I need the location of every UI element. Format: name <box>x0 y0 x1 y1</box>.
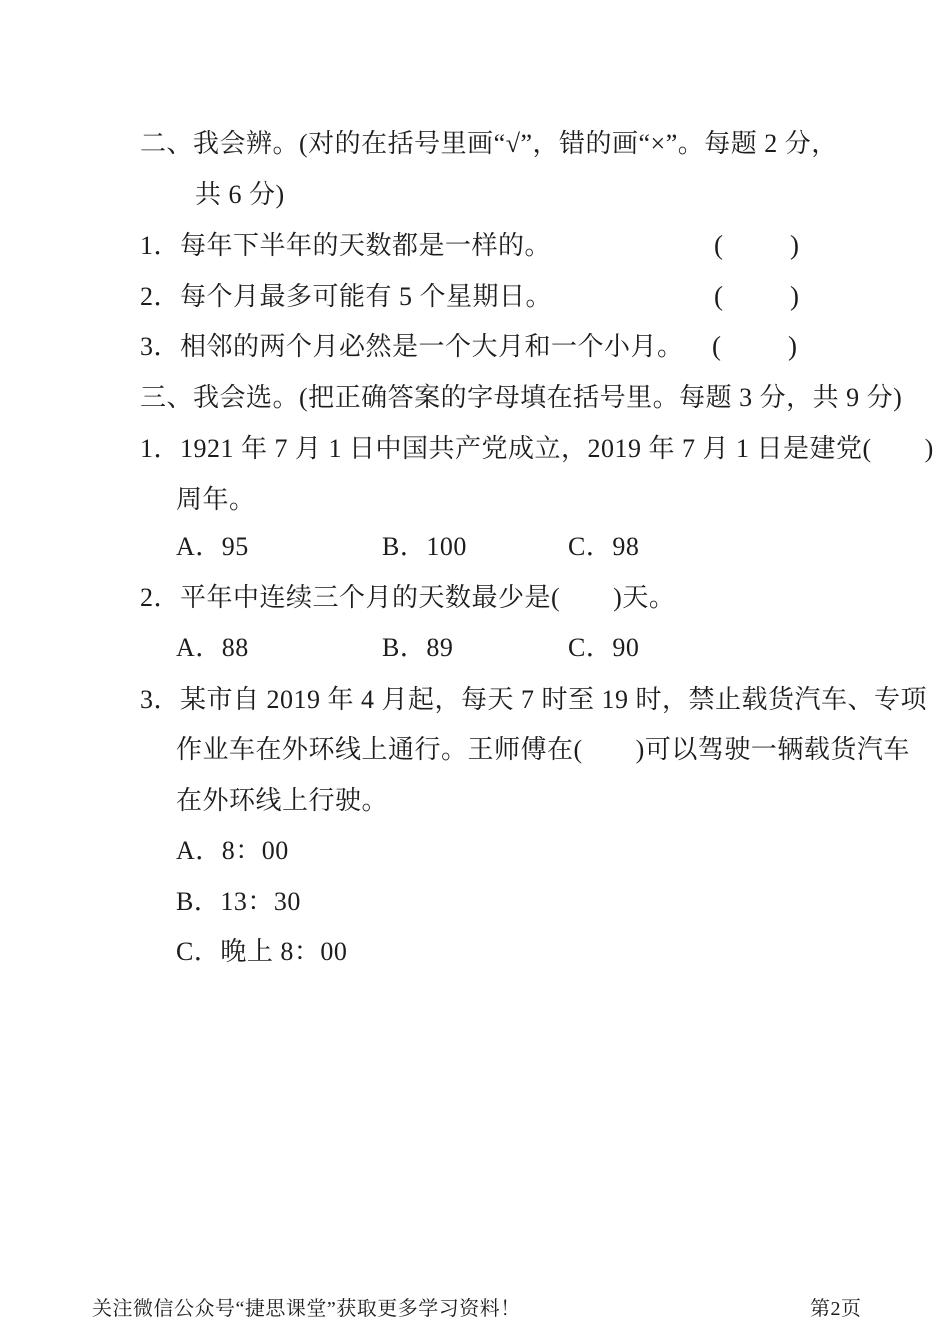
section-judge-heading-line1: 二、我会辨。(对的在括号里画“√”，错的画“×”。每题 2 分， <box>140 129 838 158</box>
choice-question-2-option-c: C．90 <box>568 633 640 662</box>
choice-question-2-line1: 2．平年中连续三个月的天数最少是( )天。 <box>140 583 676 612</box>
choice-question-3-line2: 作业车在外环线上通行。王师傅在( )可以驾驶一辆载货汽车 <box>176 735 910 764</box>
judge-answer-bracket-open-2: ( <box>714 281 723 311</box>
choice-question-3-line1: 3．某市自 2019 年 4 月起，每天 7 时至 19 时，禁止载货汽车、专项 <box>140 685 928 714</box>
footer-promo-text: 关注微信公众号“捷思课堂”获取更多学习资料！ <box>92 1298 521 1320</box>
section-judge-heading-line2: 共 6 分) <box>195 180 285 209</box>
judge-answer-bracket-close-1: ) <box>790 230 799 260</box>
choice-question-1-option-a: A．95 <box>176 532 249 561</box>
choice-question-1-option-c: C．98 <box>568 532 640 561</box>
judge-answer-bracket-open-1: ( <box>714 230 723 260</box>
judge-answer-bracket-close-3: ) <box>788 331 797 361</box>
choice-question-1-line2: 周年。 <box>176 485 256 514</box>
choice-question-3-option-c: C．晚上 8：00 <box>176 937 348 966</box>
choice-question-3-line3: 在外环线上行驶。 <box>176 786 389 815</box>
choice-question-1-option-b: B．100 <box>382 532 467 561</box>
judge-answer-bracket-close-2: ) <box>790 281 799 311</box>
judge-question-1: 1．每年下半年的天数都是一样的。 <box>140 231 552 260</box>
choice-question-3-option-a: A．8：00 <box>176 836 289 865</box>
choice-question-3-option-b: B．13：30 <box>176 887 301 916</box>
judge-question-2: 2．每个月最多可能有 5 个星期日。 <box>140 282 553 311</box>
choice-question-2-option-a: A．88 <box>176 633 249 662</box>
judge-answer-bracket-open-3: ( <box>712 331 721 361</box>
judge-question-3: 3．相邻的两个月必然是一个大月和一个小月。 <box>140 332 684 361</box>
section-choice-heading: 三、我会选。(把正确答案的字母填在括号里。每题 3 分，共 9 分) <box>140 383 903 412</box>
choice-question-1-line1: 1．1921 年 7 月 1 日中国共产党成立，2019 年 7 月 1 日是建党( ) <box>140 434 934 463</box>
footer-page-number: 第2页 <box>810 1298 862 1320</box>
choice-question-2-option-b: B．89 <box>382 633 454 662</box>
